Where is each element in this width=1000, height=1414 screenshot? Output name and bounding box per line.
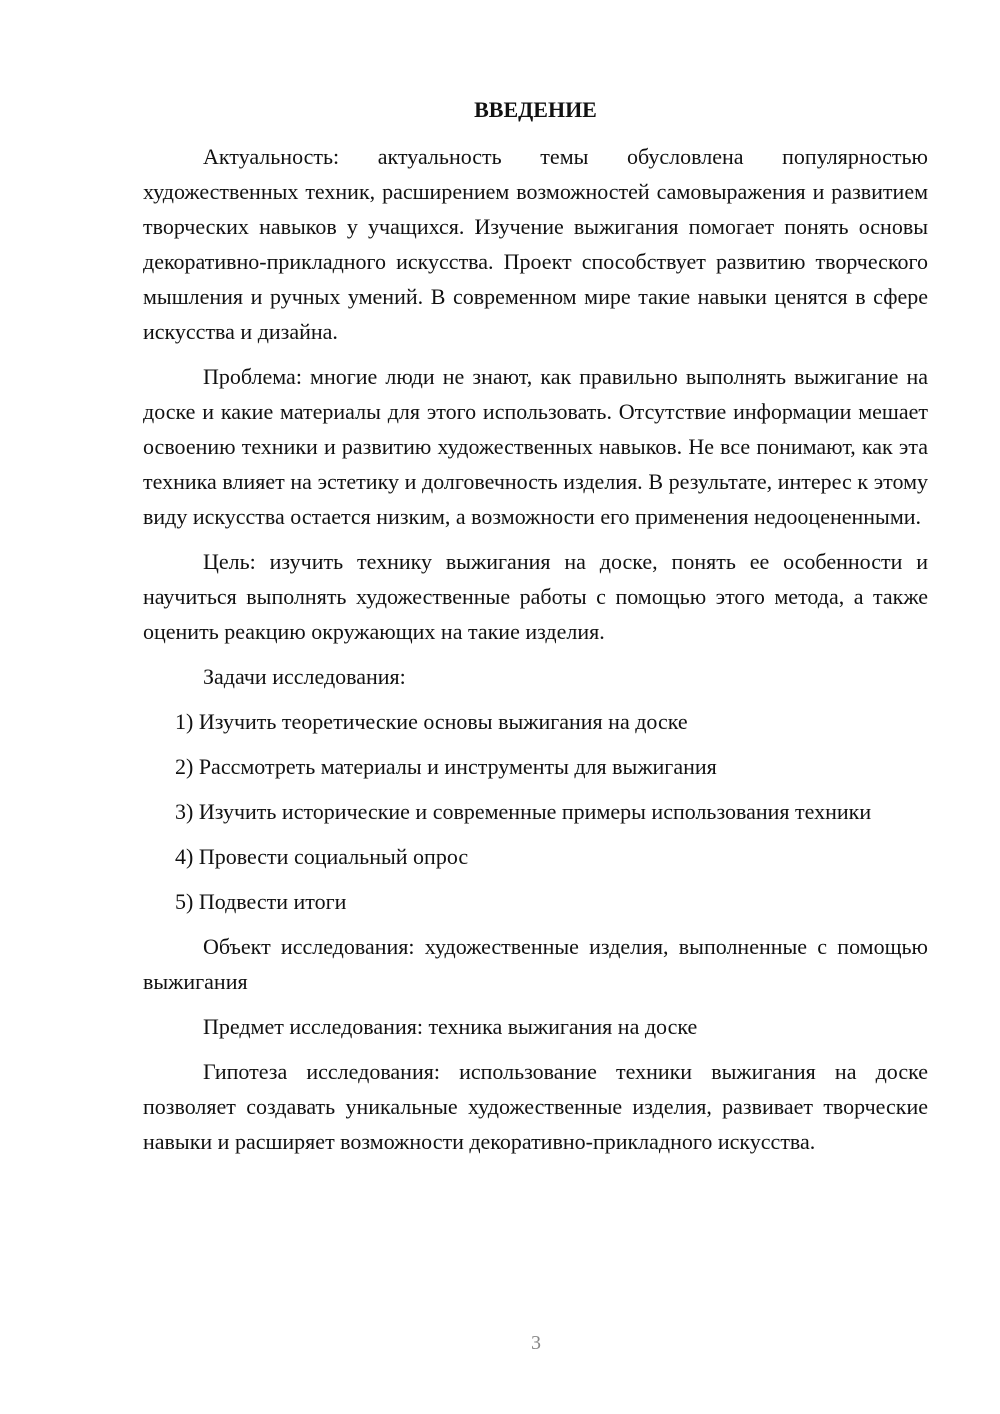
section-title: ВВЕДЕНИЕ	[474, 97, 597, 122]
relevance-paragraph: Актуальность: актуальность темы обусловлена популярностью художественных техник, расширением возможностей самовыражения и развитием творческих навыков у учащихся. Изучение выжигания помогает понять основы декоративно-прикладного искусства. Проект способствует развитию творческого мышления и ручных умений. В современном мире такие навыки ценятся в сфере искусства и дизайна.	[143, 144, 928, 344]
task-item-2: 2) Рассмотреть материалы и инструменты для выжигания	[175, 754, 717, 779]
task-item-5: 5) Подвести итоги	[175, 889, 347, 914]
page-number: 3	[531, 1332, 541, 1354]
task-item-1: 1) Изучить теоретические основы выжигания на доске	[175, 709, 688, 734]
task-item-3: 3) Изучить исторические и современные примеры использования техники	[175, 799, 872, 824]
tasks-heading: Задачи исследования:	[203, 664, 406, 689]
task-item-4: 4) Провести социальный опрос	[175, 844, 469, 869]
object-paragraph: Объект исследования: художественные изделия, выполненные с помощью выжигания	[143, 934, 928, 994]
goal-paragraph: Цель: изучить технику выжигания на доске, понять ее особенности и научиться выполнять художественные работы с помощью этого метода, а также оценить реакцию окружающих на такие изделия.	[143, 549, 928, 644]
subject-paragraph: Предмет исследования: техника выжигания на доске	[203, 1014, 698, 1039]
document-page	[143, 92, 928, 1169]
hypothesis-paragraph: Гипотеза исследования: использование техники выжигания на доске позволяет создавать уникальные художественные изделия, развивает творческие навыки и расширяет возможности декоративно-прикладного искусства.	[143, 1059, 928, 1154]
problem-paragraph: Проблема: многие люди не знают, как правильно выполнять выжигание на доске и какие материалы для этого использовать. Отсутствие информации мешает освоению техники и развитию художественных навыков. Не все понимают, как эта техника влияет на эстетику и долговечность изделия. В результате, интерес к этому виду искусства остается низким, а возможности его применения недооцененными.	[143, 364, 928, 529]
